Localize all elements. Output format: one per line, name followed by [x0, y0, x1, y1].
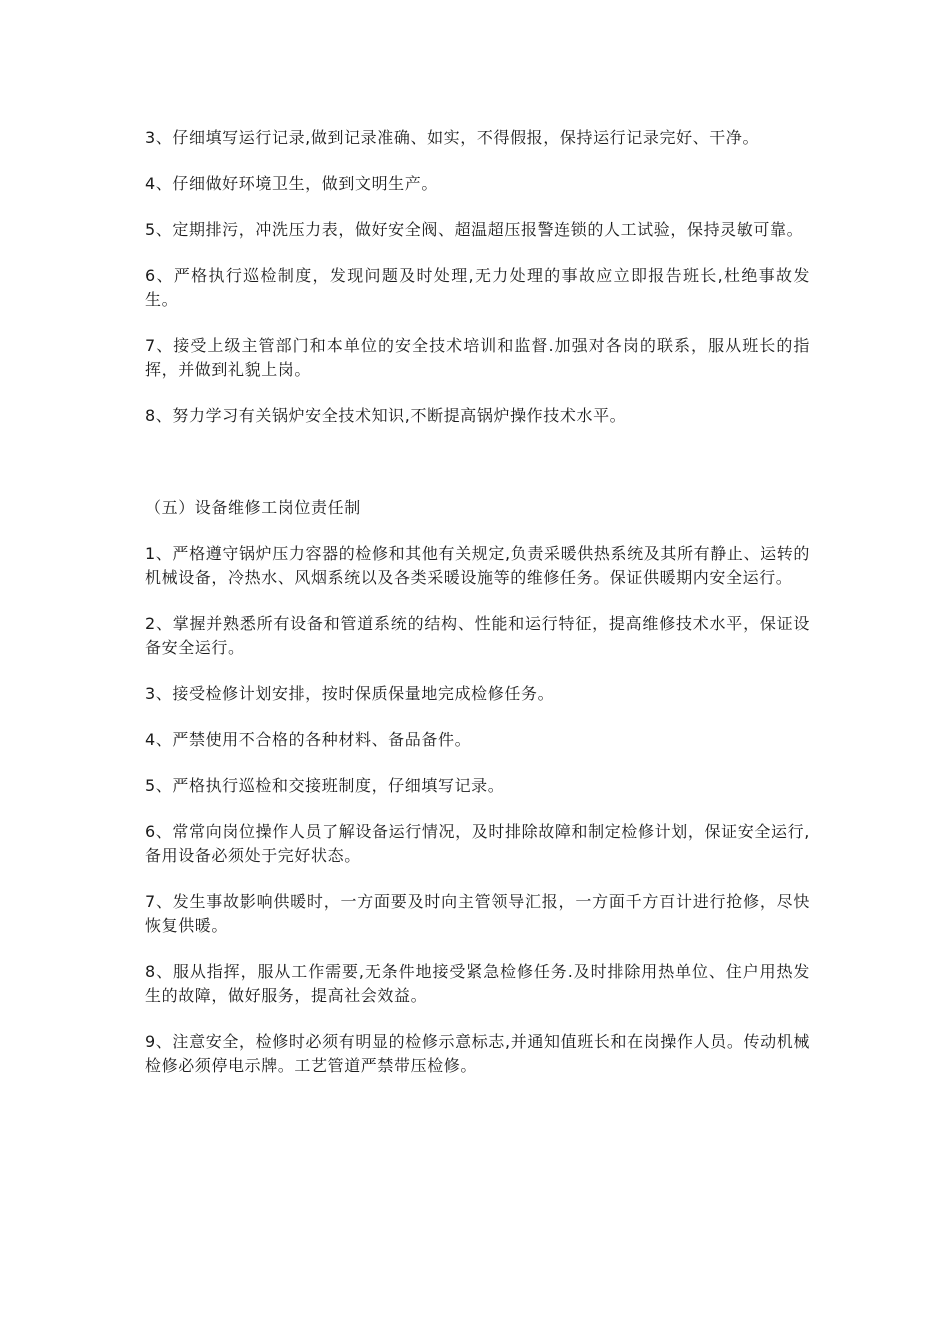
document-body: [145, 126, 810, 1100]
paragraph-item-4: 4、仔细做好环境卫生，做到文明生产。: [145, 174, 438, 193]
duty-item-5: 5、严格执行巡检和交接班制度，仔细填写记录。: [145, 776, 505, 795]
duty-item-4: 4、严禁使用不合格的各种材料、备品备件。: [145, 730, 472, 749]
paragraph-item-6: 6、严格执行巡检制度，发现问题及时处理,无力处理的事故应立即报告班长,杜绝事故发生。: [145, 266, 810, 309]
duty-item-6: 6、常常向岗位操作人员了解设备运行情况，及时排除故障和制定检修计划，保证安全运行,备用设备必须处于完好状态。: [145, 822, 810, 865]
paragraph-item-3: 3、仔细填写运行记录,做到记录准确、如实，不得假报，保持运行记录完好、干净。: [145, 128, 760, 147]
duty-item-3: 3、接受检修计划安排，按时保质保量地完成检修任务。: [145, 684, 555, 703]
duty-item-7: 7、发生事故影响供暖时，一方面要及时向主管领导汇报，一方面千方百计进行抢修，尽快恢复供暖。: [145, 892, 810, 935]
paragraph-item-5: 5、定期排污，冲洗压力表，做好安全阀、超温超压报警连锁的人工试验，保持灵敏可靠。: [145, 220, 804, 239]
section-heading: （五）设备维修工岗位责任制: [145, 498, 361, 517]
duty-item-2: 2、掌握并熟悉所有设备和管道系统的结构、性能和运行特征，提高维修技术水平，保证设备安全运行。: [145, 614, 810, 657]
section-gap: [145, 450, 810, 496]
duty-item-8: 8、服从指挥，服从工作需要,无条件地接受紧急检修任务.及时排除用热单位、住户用热发生的故障，做好服务，提高社会效益。: [145, 962, 810, 1005]
paragraph-item-7: 7、接受上级主管部门和本单位的安全技术培训和监督.加强对各岗的联系，服从班长的指挥，并做到礼貌上岗。: [145, 336, 810, 379]
duty-item-1: 1、严格遵守锅炉压力容器的检修和其他有关规定,负责采暖供热系统及其所有静止、运转的机械设备，冷热水、风烟系统以及各类采暖设施等的维修任务。保证供暖期内安全运行。: [145, 544, 810, 587]
paragraph-item-8: 8、努力学习有关锅炉安全技术知识,不断提高锅炉操作技术水平。: [145, 406, 627, 425]
duty-item-9: 9、注意安全，检修时必须有明显的检修示意标志,并通知值班长和在岗操作人员。传动机械检修必须停电示牌。工艺管道严禁带压检修。: [145, 1032, 810, 1075]
